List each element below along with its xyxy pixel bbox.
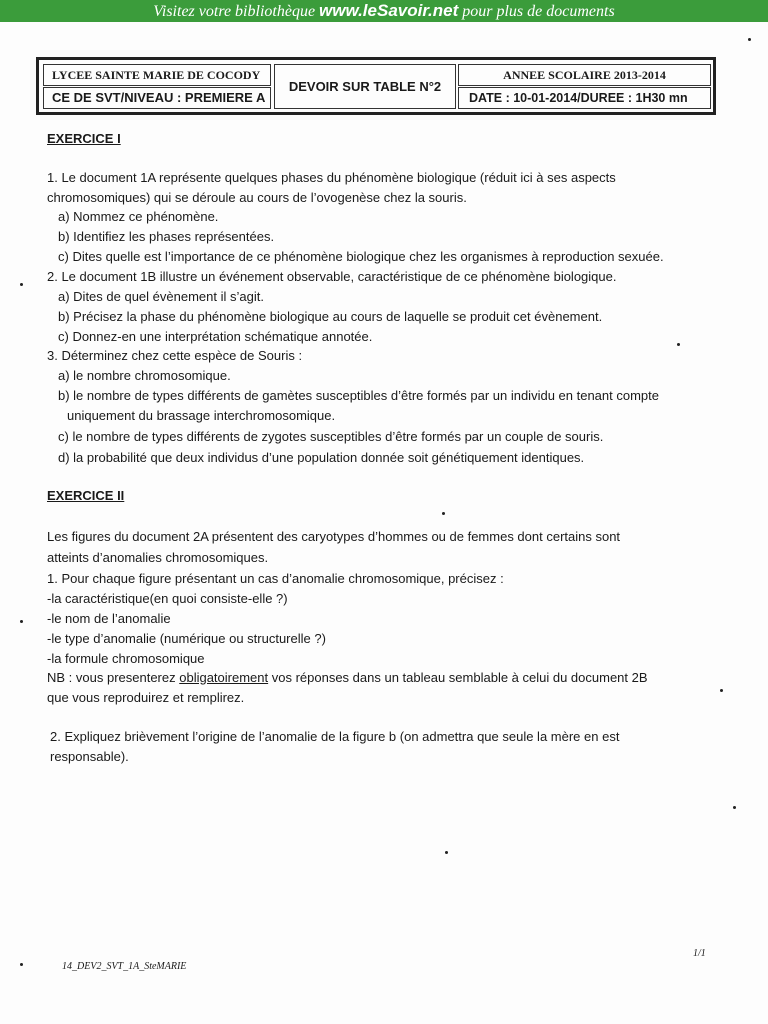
exercise1-title: EXERCICE I	[47, 131, 121, 146]
exercise2-line: -le type d’anomalie (numérique ou structurelle ?)	[47, 631, 326, 646]
exam-date: DATE : 10-01-2014/DUREE : 1H30 mn	[458, 87, 711, 109]
nb-line-2: que vous reproduirez et remplirez.	[47, 690, 245, 705]
class-level: CE DE SVT/NIVEAU : PREMIERE A	[43, 87, 271, 109]
banner-prefix: Visitez votre bibliothèque	[153, 3, 320, 20]
scan-speck	[442, 512, 445, 515]
exercise1-line: 1. Le document 1A représente quelques phases du phénomène biologique (réduit ici à ses aspects	[47, 170, 616, 185]
site-banner[interactable]	[0, 0, 768, 22]
scan-speck	[748, 38, 751, 41]
exercise1-line: a) Dites de quel évènement il s’agit.	[58, 289, 264, 304]
exercise2-line: -le nom de l’anomalie	[47, 611, 171, 626]
exercise2-line: -la caractéristique(en quoi consiste-elle ?)	[47, 591, 288, 606]
question2-line: 2. Expliquez brièvement l’origine de l’anomalie de la figure b (on admettra que seule la mère en est	[50, 729, 620, 744]
exercise1-line: d) la probabilité que deux individus d’une population donnée soit génétiquement identiques.	[58, 450, 585, 465]
exercise2-title: EXERCICE II	[47, 488, 125, 503]
exercise1-line: c) Dites quelle est l’importance de ce phénomène biologique chez les organismes à reproduction sexuée.	[58, 249, 664, 264]
school-year: ANNEE SCOLAIRE 2013-2014	[458, 64, 711, 86]
exercise2-line: 1. Pour chaque figure présentant un cas d’anomalie chromosomique, précisez :	[47, 571, 504, 586]
exercise1-line: b) le nombre de types différents de gamètes susceptibles d’être formés par un individu en tenant compte	[58, 388, 659, 403]
banner-site-link[interactable]: www.leSavoir.net	[319, 1, 459, 20]
exercise1-line: b) Précisez la phase du phénomène biologique au cours de laquelle se produit cet évènement.	[58, 309, 603, 324]
nb-prefix: NB : vous presenterez	[47, 670, 180, 685]
scan-speck	[677, 343, 680, 346]
exam-title: DEVOIR SUR TABLE N°2	[274, 64, 456, 109]
exercise1-line: chromosomiques) qui se déroule au cours de l’ovogenèse chez la souris.	[47, 190, 467, 205]
nb-line	[47, 670, 648, 686]
exercise1-line: a) Nommez ce phénomène.	[58, 209, 219, 224]
exercise2-line: -la formule chromosomique	[47, 651, 205, 666]
exercise1-line: 2. Le document 1B illustre un événement observable, caractéristique de ce phénomène biologique.	[47, 269, 617, 284]
exercise1-line: a) le nombre chromosomique.	[58, 368, 231, 383]
exercise1-line: uniquement du brassage interchromosomique.	[67, 408, 336, 423]
nb-emphasis: obligatoirement	[179, 670, 269, 685]
exercise2-line: Les figures du document 2A présentent des caryotypes d’hommes ou de femmes dont certains sont	[47, 529, 621, 544]
exercise1-line: 3. Déterminez chez cette espèce de Souris :	[47, 348, 303, 363]
question2-line: responsable).	[50, 749, 129, 764]
exercise2-line: atteints d’anomalies chromosomiques.	[47, 550, 269, 565]
scan-speck	[720, 689, 723, 692]
scan-speck	[445, 851, 448, 854]
exam-header	[36, 57, 716, 115]
document-code: 14_DEV2_SVT_1A_SteMARIE	[62, 961, 187, 972]
scan-speck	[733, 806, 736, 809]
page-number: 1/1	[693, 948, 706, 959]
exercise1-line: c) Donnez-en une interprétation schématique annotée.	[58, 329, 373, 344]
exercise1-line: c) le nombre de types différents de zygotes susceptibles d’être formés par un couple de souris.	[58, 429, 604, 444]
banner-suffix: pour plus de documents	[458, 3, 615, 20]
exercise1-line: b) Identifiez les phases représentées.	[58, 229, 275, 244]
scan-speck	[20, 620, 23, 623]
scan-speck	[20, 963, 23, 966]
scan-speck	[20, 283, 23, 286]
school-name: LYCEE SAINTE MARIE DE COCODY	[43, 64, 271, 86]
nb-suffix: vos réponses dans un tableau semblable à celui du document 2B	[268, 670, 648, 685]
